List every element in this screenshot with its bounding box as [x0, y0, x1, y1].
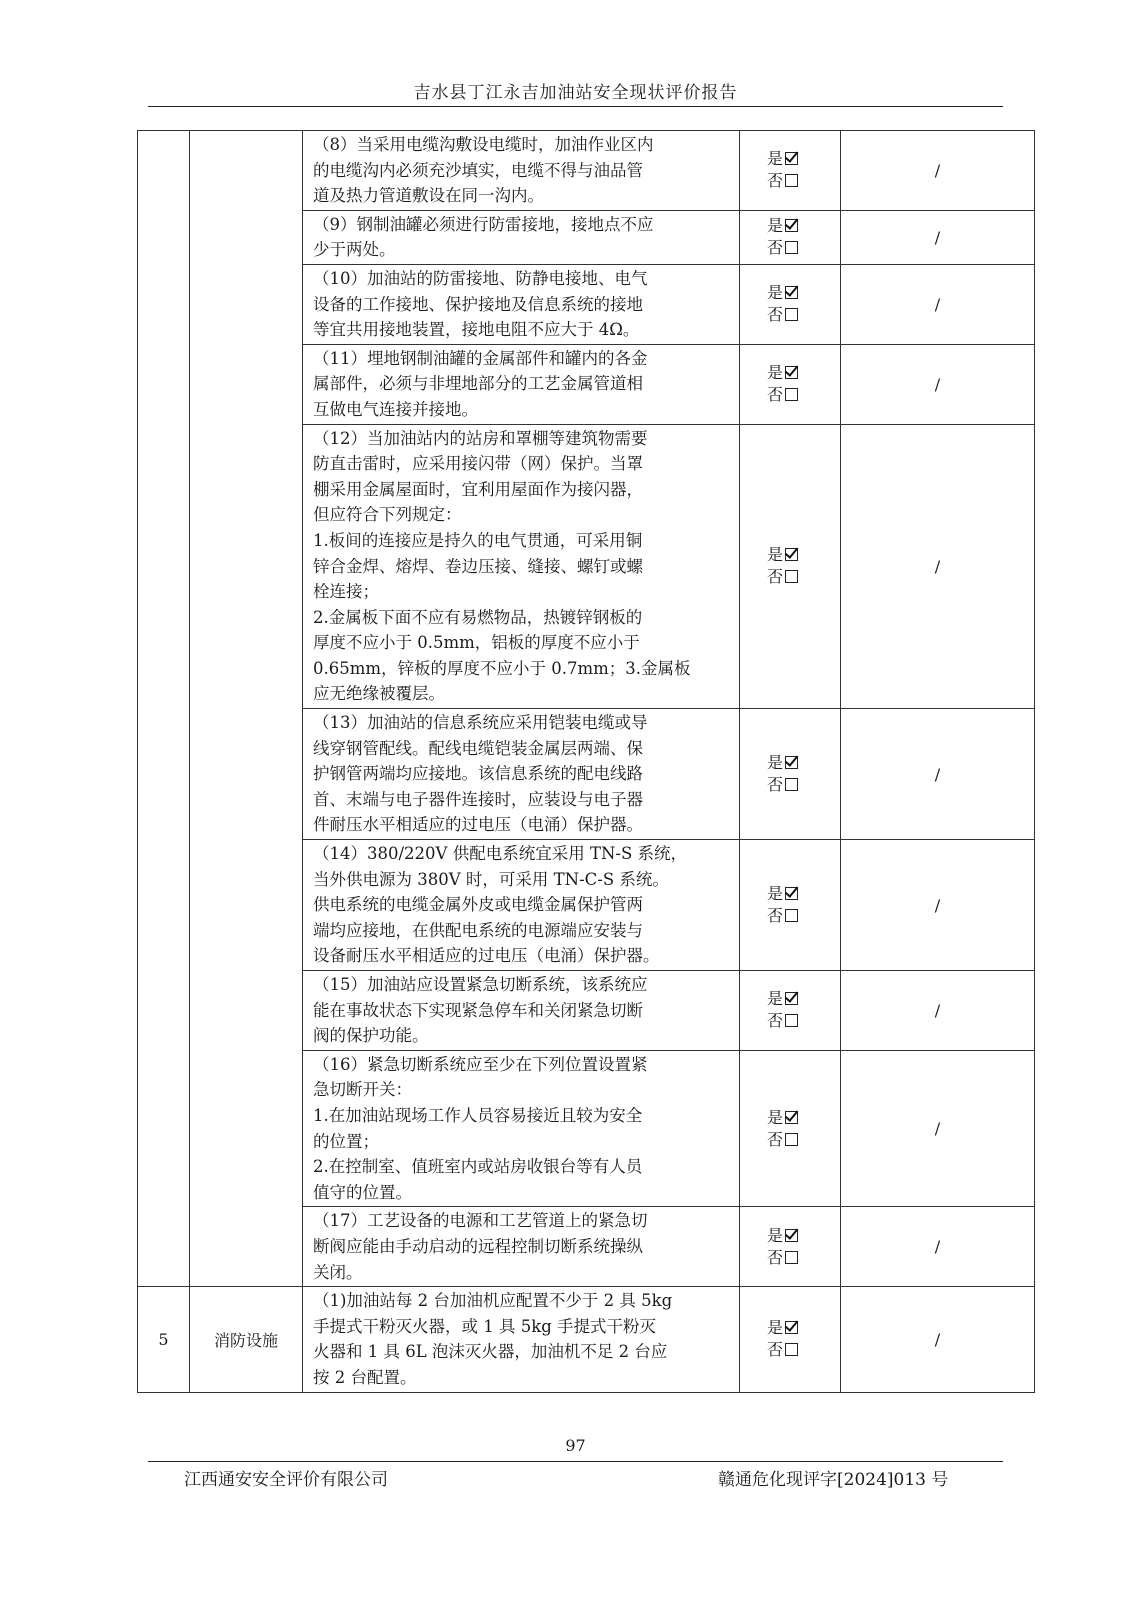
- remark-cell: /: [841, 264, 1035, 344]
- requirement-text-line: 按 2 台配置。: [313, 1367, 417, 1387]
- unchecked-box-icon: [785, 174, 798, 187]
- checked-box-icon: [785, 286, 798, 299]
- check-result-cell: [740, 344, 841, 424]
- checked-box-icon: [785, 887, 798, 900]
- check-option-label: 否: [767, 1011, 784, 1031]
- check-option-label: 否: [767, 238, 784, 258]
- check-option-no: [767, 237, 813, 259]
- requirement-text-cell: [303, 131, 740, 211]
- remark-cell: /: [841, 971, 1035, 1051]
- requirement-text-line: 互做电气连接并接地。: [313, 399, 478, 419]
- check-option-label: 是: [767, 363, 784, 383]
- requirement-text-line: 设备耐压水平相适应的过电压（电涌）保护器。: [313, 946, 660, 966]
- check-option-no: [767, 774, 813, 796]
- requirement-text-cell: [303, 840, 740, 971]
- check-option-label: 否: [767, 775, 784, 795]
- check-option-no: [767, 1339, 813, 1361]
- unchecked-box-icon: [785, 1343, 798, 1356]
- requirement-text-line: 栓连接；: [313, 582, 379, 602]
- check-option-label: 是: [767, 753, 784, 773]
- check-option-no: [767, 1010, 813, 1032]
- requirement-text-line: 线穿钢管配线。配线电缆铠装金属层两端、保: [313, 738, 643, 758]
- requirement-text-line: 手提式干粉灭火器，或 1 具 5kg 手提式干粉灭: [313, 1316, 657, 1336]
- check-option-label: 否: [767, 1129, 784, 1149]
- requirement-text-line: （11）埋地钢制油罐的金属部件和罐内的各金: [313, 348, 648, 368]
- footer-divider: [148, 1461, 1003, 1462]
- page-header-title: 吉水县丁江永吉加油站安全现状评价报告: [413, 83, 738, 103]
- requirement-text-line: 急切断开关：: [313, 1080, 412, 1100]
- requirement-text-line: 厚度不应小于 0.5mm，铝板的厚度不应小于: [313, 633, 640, 653]
- remark-cell: /: [841, 344, 1035, 424]
- requirement-text-cell: [303, 1207, 740, 1287]
- check-option-label: 是: [767, 1225, 784, 1245]
- unchecked-box-icon: [785, 388, 798, 401]
- check-option-label: 是: [767, 149, 784, 169]
- requirement-text-line: 关闭。: [313, 1262, 363, 1282]
- requirement-text-line: 的电缆沟内必须充沙填实，电缆不得与油品管: [313, 160, 643, 180]
- requirement-text-line: （13）加油站的信息系统应采用铠装电缆或导: [313, 713, 648, 733]
- requirement-text-cell: [303, 709, 740, 840]
- unchecked-box-icon: [785, 909, 798, 922]
- requirement-text-line: 道及热力管道敷设在同一沟内。: [313, 186, 544, 206]
- check-option-yes: [767, 988, 813, 1010]
- check-option-label: 否: [767, 305, 784, 325]
- requirement-text-line: 1.在加油站现场工作人员容易接近且较为安全: [313, 1105, 643, 1125]
- remark-cell: /: [841, 424, 1035, 709]
- requirement-text-line: 2.在控制室、值班室内或站房收银台等有人员: [313, 1157, 643, 1177]
- check-option-yes: [767, 282, 813, 304]
- unchecked-box-icon: [785, 778, 798, 791]
- unchecked-box-icon: [785, 1014, 798, 1027]
- check-option-label: 是: [767, 283, 784, 303]
- check-result-cell: [740, 424, 841, 709]
- check-result-cell: [740, 264, 841, 344]
- checked-box-icon: [785, 992, 798, 1005]
- check-option-no: [767, 1247, 813, 1269]
- requirement-text-cell: [303, 1050, 740, 1207]
- row-number-cell: [138, 131, 190, 1287]
- check-option-no: [767, 384, 813, 406]
- check-option-yes: [767, 1225, 813, 1247]
- check-option-yes: [767, 148, 813, 170]
- requirement-text-cell: [303, 971, 740, 1051]
- remark-cell: /: [841, 709, 1035, 840]
- remark-cell: /: [841, 131, 1035, 211]
- check-option-yes: [767, 215, 813, 237]
- requirement-text-line: 等宜共用接地装置，接地电阻不应大于 4Ω。: [313, 320, 640, 340]
- requirement-text-line: 锌合金焊、熔焊、卷边压接、缝接、螺钉或螺: [313, 556, 643, 576]
- check-option-label: 是: [767, 1318, 784, 1338]
- requirement-text-line: 0.65mm，锌板的厚度不应小于 0.7mm；3.金属板: [313, 658, 691, 678]
- footer-company: 江西通安安全评价有限公司: [184, 1470, 388, 1490]
- check-option-no: [767, 170, 813, 192]
- requirement-text-cell: [303, 264, 740, 344]
- check-option-no: [767, 905, 813, 927]
- requirement-text-line: （8）当采用电缆沟敷设电缆时，加油作业区内: [313, 135, 654, 154]
- check-result-cell: [740, 210, 841, 264]
- check-result-cell: [740, 1050, 841, 1207]
- check-option-yes: [767, 362, 813, 384]
- check-option-label: 否: [767, 906, 784, 926]
- requirement-text-line: 当外供电源为 380V 时，可采用 TN-C-S 系统。: [313, 869, 669, 889]
- check-option-label: 是: [767, 989, 784, 1009]
- requirement-text-line: 设备的工作接地、保护接地及信息系统的接地: [313, 294, 643, 314]
- footer-doc-code: 赣通危化现评字[2024]013 号: [718, 1470, 949, 1490]
- requirement-text-line: （10）加油站的防雷接地、防静电接地、电气: [313, 268, 648, 288]
- requirement-text-line: （17）工艺设备的电源和工艺管道上的紧急切: [313, 1211, 648, 1231]
- check-result-cell: [740, 1287, 841, 1392]
- requirement-text-cell: [303, 424, 740, 709]
- requirement-text-line: 能在事故状态下实现紧急停车和关闭紧急切断: [313, 1000, 643, 1020]
- requirement-text-line: 首、末端与电子器件连接时，应装设与电子器: [313, 789, 643, 809]
- check-result-cell: [740, 840, 841, 971]
- remark-cell: /: [841, 1050, 1035, 1207]
- requirement-text-line: 端均应接地，在供配电系统的电源端应安装与: [313, 920, 643, 940]
- check-result-cell: [740, 971, 841, 1051]
- requirement-text-line: 防直击雷时，应采用接闪带（网）保护。当罩: [313, 454, 643, 474]
- checked-box-icon: [785, 1321, 798, 1334]
- check-result-cell: [740, 131, 841, 211]
- check-result-cell: [740, 709, 841, 840]
- unchecked-box-icon: [785, 1133, 798, 1146]
- page-number: 97: [565, 1436, 586, 1455]
- remark-cell: /: [841, 1207, 1035, 1287]
- checked-box-icon: [785, 756, 798, 769]
- check-option-yes: [767, 883, 813, 905]
- check-option-no: [767, 1129, 813, 1151]
- remark-cell: /: [841, 1287, 1035, 1392]
- check-option-label: 否: [767, 385, 784, 405]
- check-option-label: 否: [767, 567, 784, 587]
- requirement-text-line: 值守的位置。: [313, 1182, 412, 1202]
- row-number-cell: 5: [138, 1287, 190, 1392]
- requirement-text-line: （14）380/220V 供配电系统宜采用 TN-S 系统，: [313, 844, 688, 864]
- check-option-label: 是: [767, 884, 784, 904]
- check-option-yes: [767, 1107, 813, 1129]
- check-option-no: [767, 304, 813, 326]
- checked-box-icon: [785, 152, 798, 165]
- check-option-label: 否: [767, 1247, 784, 1267]
- unchecked-box-icon: [785, 308, 798, 321]
- check-result-cell: [740, 1207, 841, 1287]
- requirement-text-line: 护钢管两端均应接地。该信息系统的配电线路: [313, 764, 643, 784]
- requirement-text-line: 阀的保护功能。: [313, 1026, 429, 1046]
- unchecked-box-icon: [785, 570, 798, 583]
- requirement-text-line: （1)加油站每 2 台加油机应配置不少于 2 具 5kg: [313, 1291, 673, 1311]
- check-option-label: 是: [767, 216, 784, 236]
- check-option-label: 是: [767, 1107, 784, 1127]
- unchecked-box-icon: [785, 1251, 798, 1264]
- checked-box-icon: [785, 1111, 798, 1124]
- requirement-text-line: （15）加油站应设置紧急切断系统，该系统应: [313, 975, 648, 994]
- requirement-text-line: 属部件，必须与非埋地部分的工艺金属管道相: [313, 374, 643, 394]
- requirement-text-cell: [303, 210, 740, 264]
- requirement-text-line: 供电系统的电缆金属外皮或电缆金属保护管两: [313, 895, 643, 915]
- requirement-text-line: （12）当加油站内的站房和罩棚等建筑物需要: [313, 428, 648, 448]
- checked-box-icon: [785, 366, 798, 379]
- check-option-yes: [767, 1317, 813, 1339]
- table-row: [138, 1287, 1035, 1392]
- requirement-text-cell: [303, 344, 740, 424]
- check-option-yes: [767, 752, 813, 774]
- requirement-text-line: （16）紧急切断系统应至少在下列位置设置紧: [313, 1054, 648, 1074]
- requirement-text-line: 棚采用金属屋面时，宜利用屋面作为接闪器，: [313, 479, 643, 499]
- remark-cell: /: [841, 840, 1035, 971]
- item-name-cell: 消防设施: [190, 1287, 303, 1392]
- table-row: [138, 131, 1035, 211]
- unchecked-box-icon: [785, 241, 798, 254]
- requirement-text-line: （9）钢制油罐必须进行防雷接地，接地点不应: [313, 214, 654, 234]
- requirement-text-line: 2.金属板下面不应有易燃物品，热镀锌钢板的: [313, 607, 643, 627]
- checklist-table: [137, 130, 1035, 1393]
- requirement-text-line: 应无绝缘被覆层。: [313, 684, 445, 704]
- header-divider: [148, 106, 1003, 107]
- remark-cell: /: [841, 210, 1035, 264]
- requirement-text-line: 断阀应能由手动启动的远程控制切断系统操纵: [313, 1236, 643, 1256]
- check-option-label: 否: [767, 171, 784, 191]
- requirement-text-line: 火器和 1 具 6L 泡沫灭火器，加油机不足 2 台应: [313, 1342, 668, 1362]
- check-option-no: [767, 566, 813, 588]
- requirement-text-cell: [303, 1287, 740, 1392]
- requirement-text-line: 少于两处。: [313, 240, 396, 260]
- item-name-cell: [190, 131, 303, 1287]
- check-option-yes: [767, 544, 813, 566]
- checklist-body: [138, 131, 1035, 1393]
- check-option-label: 是: [767, 545, 784, 565]
- requirement-text-line: 件耐压水平相适应的过电压（电涌）保护器。: [313, 815, 643, 835]
- checked-box-icon: [785, 219, 798, 232]
- requirement-text-line: 的位置；: [313, 1131, 379, 1151]
- checked-box-icon: [785, 1229, 798, 1242]
- checked-box-icon: [785, 548, 798, 561]
- check-option-label: 否: [767, 1340, 784, 1360]
- requirement-text-line: 但应符合下列规定：: [313, 505, 462, 525]
- requirement-text-line: 1.板间的连接应是持久的电气贯通，可采用铜: [313, 530, 643, 550]
